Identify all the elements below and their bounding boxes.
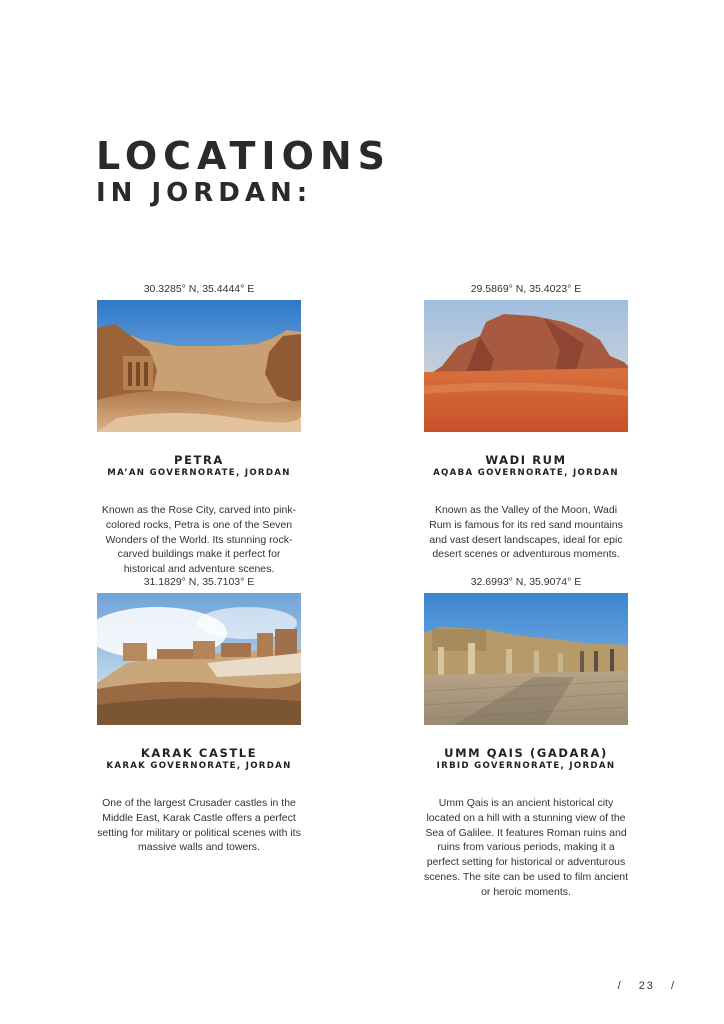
location-card-wadi-rum: [423, 283, 629, 562]
coordinates: 29.5869° N, 35.4023° E: [470, 283, 582, 295]
location-name: PETRA: [174, 453, 224, 467]
heading-line-1: LOCATIONS: [96, 134, 392, 178]
location-name: UMM QAIS (GADARA): [444, 746, 608, 760]
coordinates: 31.1829° N, 35.7103° E: [143, 576, 255, 588]
location-card-petra: [96, 283, 302, 577]
umm-qais-photo: [424, 593, 628, 725]
location-region: KARAK GOVERNORATE, JORDAN: [106, 761, 292, 771]
coordinates: 30.3285° N, 35.4444° E: [143, 283, 255, 295]
location-description: One of the largest Crusader castles in the Middle East, Karak Castle offers a perfect setting for military or political scenes with its massive walls and towers.: [97, 797, 301, 854]
location-region: MA’AN GOVERNORATE, JORDAN: [107, 468, 291, 478]
location-description: Known as the Rose City, carved into pink-colored rocks, Petra is one of the Seven Wonders of the World. Its stunning rock-carved buildings make it perfect for historical and adventure scenes.: [101, 504, 297, 576]
location-region: IRBID GOVERNORATE, JORDAN: [436, 761, 616, 771]
coordinates: 32.6993° N, 35.9074° E: [470, 576, 582, 588]
location-card-umm-qais: [423, 576, 629, 900]
page-number: [610, 980, 684, 992]
folio-separator: /: [670, 980, 676, 992]
location-description: Known as the Valley of the Moon, Wadi Rum is famous for its red sand mountains and vast desert landscapes, ideal for epic desert scenes or adventurous moments.: [429, 504, 623, 561]
location-name: WADI RUM: [485, 453, 567, 467]
heading-line-2: IN JORDAN:: [96, 178, 313, 208]
location-card-karak-castle: [96, 576, 302, 855]
location-name: KARAK CASTLE: [140, 746, 258, 760]
page-heading: [96, 134, 391, 208]
karak-castle-photo: [97, 593, 301, 725]
location-region: AQABA GOVERNORATE, JORDAN: [433, 468, 619, 478]
wadi-rum-photo: [424, 300, 628, 432]
folio-separator: /: [617, 980, 623, 992]
page-number-value: 23: [638, 980, 655, 992]
location-description: Umm Qais is an ancient historical city located on a hill with a stunning view of the Sea of Galilee. It features Roman ruins and ruins from various periods, making it a perfect setting for historical or adventurous scenes. The site can be used to film ancient or heroic moments.: [423, 797, 629, 898]
petra-photo: [97, 300, 301, 432]
